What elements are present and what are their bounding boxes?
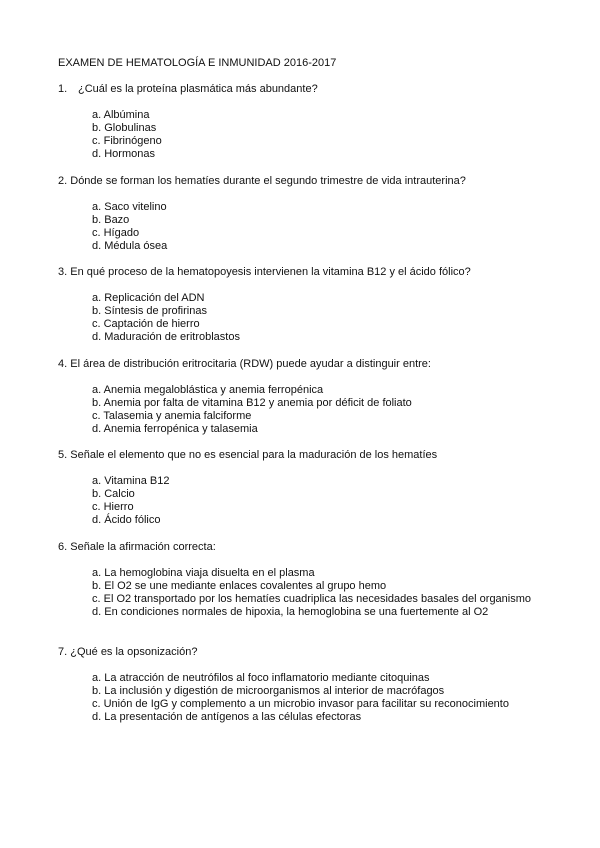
question-number: 5. [58, 449, 68, 461]
option-c: c. Hierro [92, 501, 134, 513]
options-list [92, 672, 532, 724]
option-c: c. Talasemia y anemia falciforme [92, 410, 252, 422]
exam-title: EXAMEN DE HEMATOLOGÍA E INMUNIDAD 2016-2017 [58, 57, 337, 69]
question-prompt: El área de distribución eritrocitaria (RDW) puede ayudar a distinguir entre: [70, 358, 431, 370]
option-a: a. Saco vitelino [92, 201, 167, 213]
option-b: b. Globulinas [92, 122, 157, 134]
option-c: c. El O2 transportado por los hematíes cuadriplica las necesidades basales del organismo [92, 593, 532, 605]
question-text [58, 266, 558, 279]
option-d: d. Ácido fólico [92, 514, 161, 526]
question-number: 1. [58, 83, 68, 95]
option-b: b. Anemia por falta de vitamina B12 y anemia por déficit de foliato [92, 397, 412, 409]
option-c: c. Fibrinógeno [92, 135, 162, 147]
option-a: a. La hemoglobina viaja disuelta en el plasma [92, 567, 315, 579]
question-number: 3. [58, 266, 68, 278]
question-prompt: ¿Qué es la opsonización? [70, 646, 198, 658]
option-b: b. Bazo [92, 214, 130, 226]
option-d: d. En condiciones normales de hipoxia, la hemoglobina se una fuertemente al O2 [92, 606, 489, 618]
question-1 [58, 83, 558, 161]
question-2 [58, 175, 558, 253]
question-prompt: En qué proceso de la hematopoyesis intervienen la vitamina B12 y el ácido fólico? [70, 266, 471, 278]
options-list [92, 292, 532, 344]
option-b: b. El O2 se une mediante enlaces covalentes al grupo hemo [92, 580, 387, 592]
question-prompt: ¿Cuál es la proteína plasmática más abundante? [78, 83, 318, 95]
option-b: b. La inclusión y digestión de microorganismos al interior de macrófagos [92, 685, 445, 697]
question-6 [58, 541, 558, 619]
option-a: a. Albúmina [92, 109, 150, 121]
option-c: c. Hígado [92, 227, 140, 239]
question-text [58, 175, 558, 188]
question-3 [58, 266, 558, 344]
question-number: 2. [58, 175, 68, 187]
question-prompt: Dónde se forman los hematíes durante el segundo trimestre de vida intrauterina? [70, 175, 466, 187]
option-b: b. Calcio [92, 488, 135, 500]
question-4 [58, 358, 558, 436]
option-d: d. La presentación de antígenos a las células efectoras [92, 711, 362, 723]
options-list [92, 475, 532, 527]
question-number: 7. [58, 646, 68, 658]
question-prompt: Señale el elemento que no es esencial para la maduración de los hematíes [70, 449, 438, 461]
option-a: a. Replicación del ADN [92, 292, 205, 304]
option-d: d. Hormonas [92, 148, 155, 160]
option-a: a. Vitamina B12 [92, 475, 170, 487]
question-number: 6. [58, 541, 68, 553]
question-text [58, 449, 558, 462]
option-d: d. Maduración de eritroblastos [92, 331, 240, 343]
question-number: 4. [58, 358, 68, 370]
question-7 [58, 646, 558, 724]
question-text [58, 358, 558, 371]
question-text [58, 83, 558, 96]
options-list [92, 201, 532, 253]
question-5 [58, 449, 558, 527]
options-list [92, 384, 532, 436]
question-prompt: Señale la afirmación correcta: [70, 541, 216, 553]
option-c: c. Captación de hierro [92, 318, 200, 330]
option-b: b. Síntesis de profirinas [92, 305, 207, 317]
question-text [58, 541, 558, 554]
option-d: d. Anemia ferropénica y talasemia [92, 423, 258, 435]
option-a: a. La atracción de neutrófilos al foco inflamatorio mediante citoquinas [92, 672, 430, 684]
options-list [92, 109, 532, 161]
option-d: d. Médula ósea [92, 240, 168, 252]
option-c: c. Unión de IgG y complemento a un microbio invasor para facilitar su reconocimiento [92, 698, 509, 710]
options-list [92, 567, 532, 619]
option-a: a. Anemia megaloblástica y anemia ferropénica [92, 384, 324, 396]
question-text [58, 646, 558, 659]
